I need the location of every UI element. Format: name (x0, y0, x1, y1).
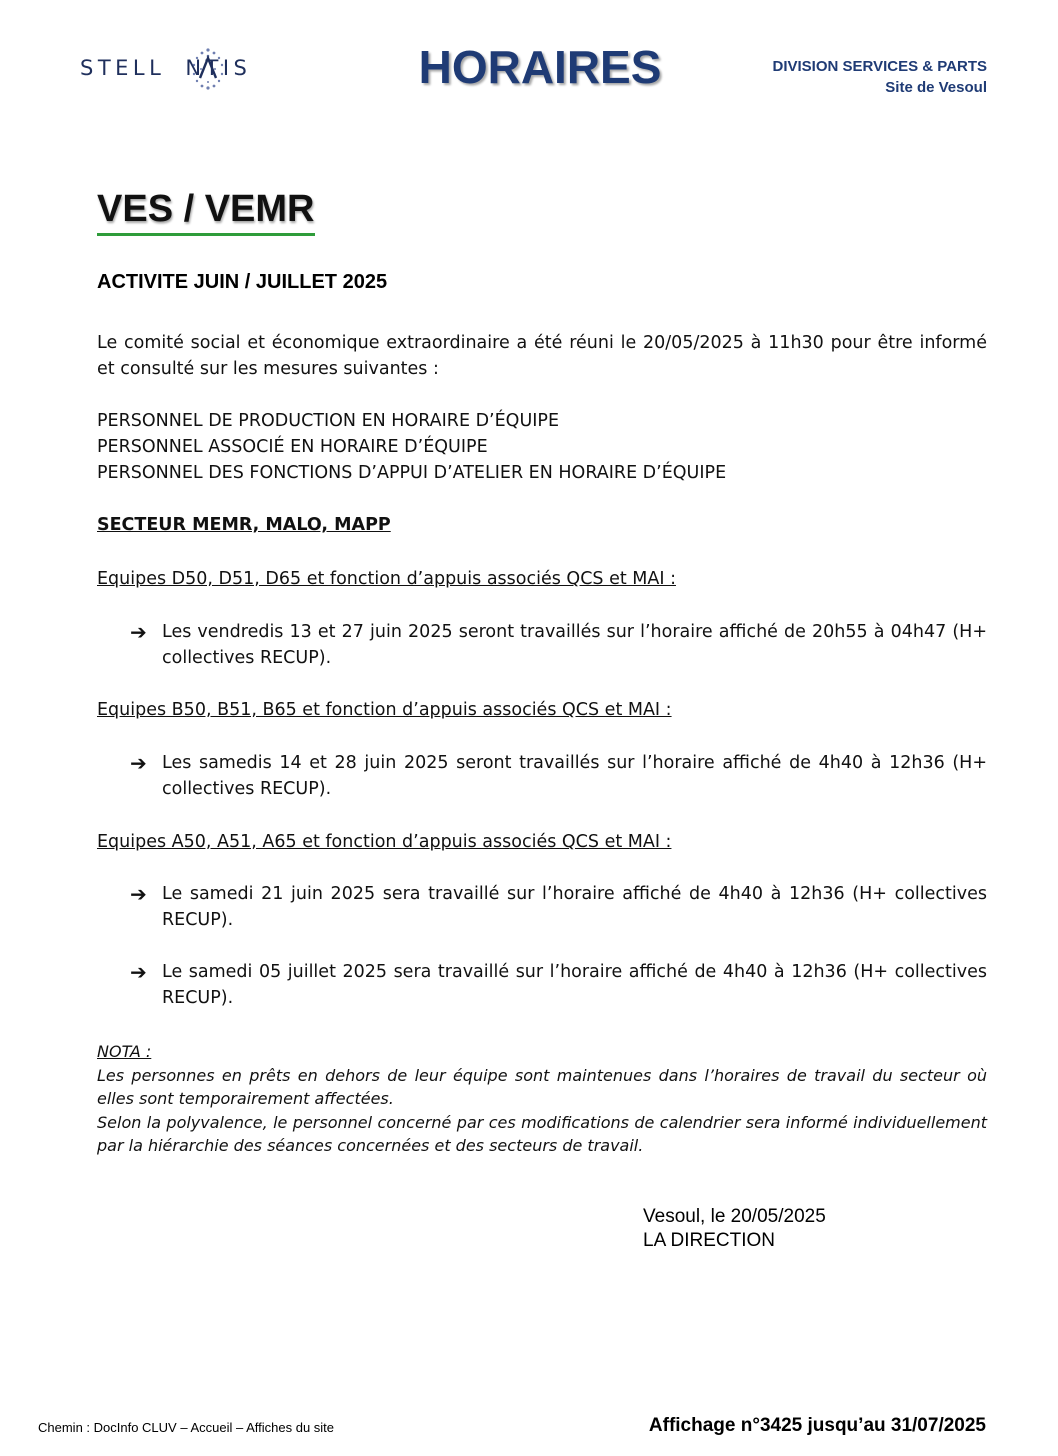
bullet-item (130, 619, 987, 671)
team-heading-a: Equipes A50, A51, A65 et fonction d’appuis associés QCS et MAI : (97, 832, 672, 852)
bullet-text: Le samedi 21 juin 2025 sera travaillé sur l’horaire affiché de 4h40 à 12h36 (H+ collectives RECUP). (162, 884, 987, 930)
team-heading-d: Equipes D50, D51, D65 et fonction d’appuis associés QCS et MAI : (97, 569, 676, 589)
staff-item: PERSONNEL ASSOCIÉ EN HORAIRE D’ÉQUIPE (97, 437, 488, 457)
logo-text-right: NTIS (185, 56, 252, 80)
stellantis-logo (80, 44, 310, 92)
bullet-text: Les samedis 14 et 28 juin 2025 seront travaillés sur l’horaire affiché de 4h40 à 12h36 (H+ collectives RECUP). (162, 753, 987, 799)
document-subheading: ACTIVITE JUIN / JUILLET 2025 (97, 271, 388, 293)
staff-item: PERSONNEL DE PRODUCTION EN HORAIRE D’ÉQUIPE (97, 411, 560, 431)
arrow-right-icon: ➔ (130, 751, 147, 775)
page-title: HORAIRES (418, 41, 662, 93)
bullet-item (130, 959, 987, 1011)
nota-heading: NOTA : (97, 1042, 152, 1061)
bullet-item (130, 881, 987, 933)
signature-block (643, 1205, 826, 1253)
sector-heading: SECTEUR MEMR, MALO, MAPP (97, 515, 391, 535)
division-name: DIVISION SERVICES & PARTS (772, 58, 987, 75)
intro-paragraph: Le comité social et économique extraordinaire a été réuni le 20/05/2025 à 11h30 pour être informé et consulté sur les mesures suivantes : (97, 333, 987, 379)
signature-signatory: LA DIRECTION (643, 1230, 775, 1251)
nota-paragraph: Les personnes en prêts en dehors de leur équipe sont maintenues dans l’horaires de travail du secteur où elles sont temporairement affectées. (97, 1065, 987, 1108)
bullet-text: Le samedi 05 juillet 2025 sera travaillé sur l’horaire affiché de 4h40 à 12h36 (H+ collectives RECUP). (162, 962, 987, 1008)
bullet-item (130, 750, 987, 802)
arrow-right-icon: ➔ (130, 620, 147, 644)
site-name: Site de Vesoul (885, 79, 987, 96)
arrow-right-icon: ➔ (130, 882, 147, 906)
signature-place-date: Vesoul, le 20/05/2025 (643, 1206, 826, 1227)
arrow-right-icon: ➔ (130, 960, 147, 984)
staff-item: PERSONNEL DES FONCTIONS D’APPUI D’ATELIER EN HORAIRE D’ÉQUIPE (97, 463, 727, 483)
bullet-text: Les vendredis 13 et 27 juin 2025 seront travaillés sur l’horaire affiché de 20h55 à 04h47 (H+ collectives RECUP). (162, 622, 987, 668)
team-heading-b: Equipes B50, B51, B65 et fonction d’appuis associés QCS et MAI : (97, 700, 672, 720)
document-heading: VES / VEMR (97, 188, 315, 236)
division-block (773, 56, 988, 98)
nota-block (97, 1040, 987, 1158)
nota-paragraph: Selon la polyvalence, le personnel concerné par ces modifications de calendrier sera informé individuellement par la hiérarchie des séances concernées et des secteurs de travail. (97, 1112, 987, 1155)
footer-display-number: Affichage n°3425 jusqu’au 31/07/2025 (648, 1415, 986, 1436)
footer-path: Chemin : DocInfo CLUV – Accueil – Affiches du site (38, 1420, 335, 1435)
logo-text-left: STELL (80, 56, 166, 80)
staff-list (97, 408, 987, 486)
